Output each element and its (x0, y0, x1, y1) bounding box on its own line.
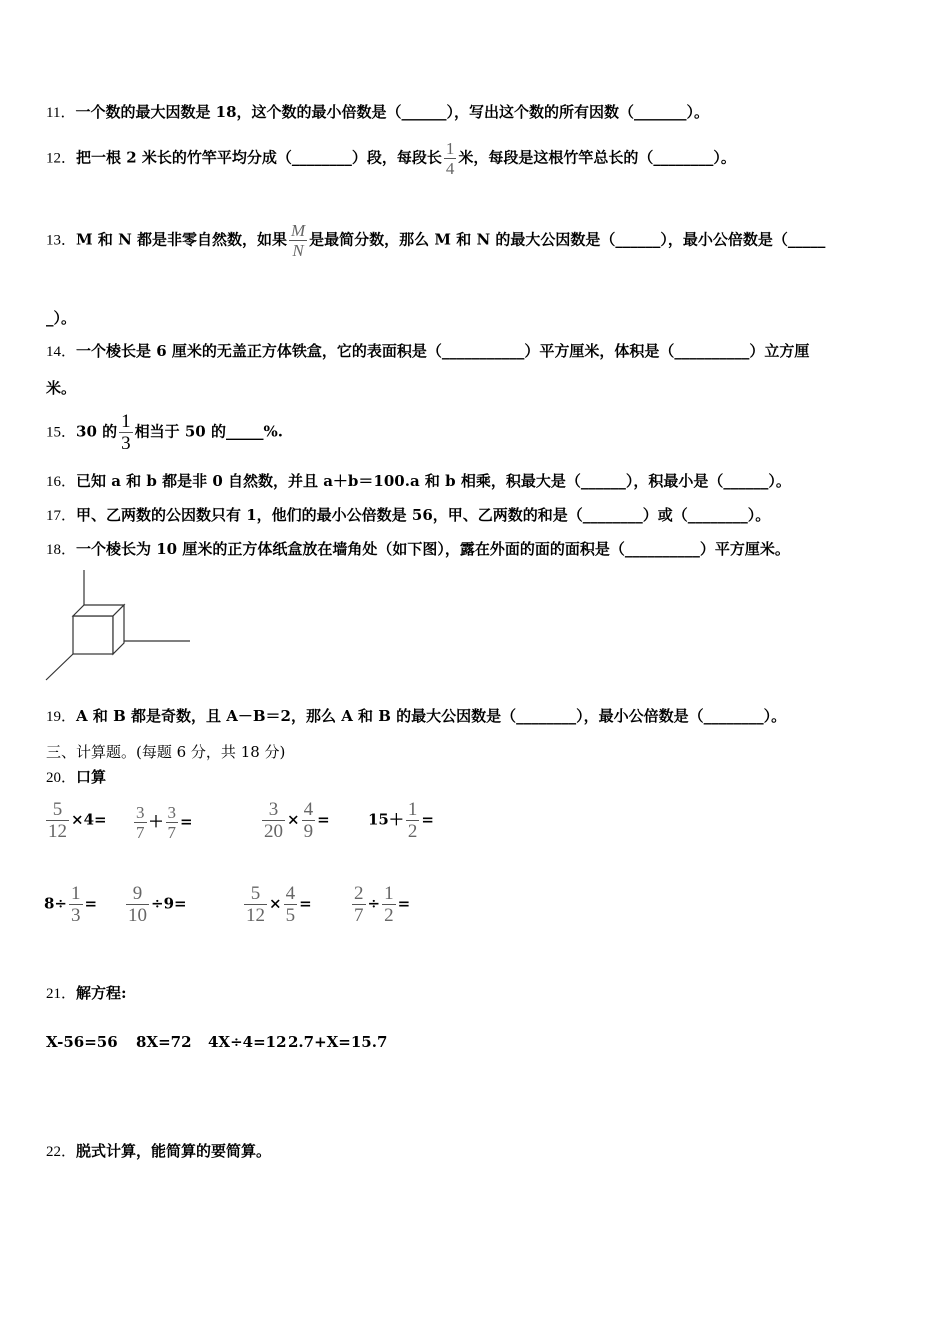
question-14-continued: 米。 (46, 379, 77, 397)
question-number: 18． (46, 542, 77, 558)
cube-front-face (73, 616, 113, 654)
fraction: $\frac{4}{5}$ (285, 883, 296, 926)
oral-calc-expression: 8÷ $\frac{1}{3}$ = (44, 883, 98, 926)
question-number: 14． (46, 344, 77, 360)
question-22 (46, 1141, 271, 1162)
question-14 (46, 341, 809, 362)
equation: 8X=72 (136, 1033, 192, 1051)
fraction: $\frac{1}{2}$ (407, 799, 418, 842)
equation: 2.7+X=15.7 (288, 1033, 388, 1051)
oral-calc-expression: $\frac{9}{10}$ ÷9= (128, 883, 187, 926)
question-number: 13． (46, 232, 77, 249)
oral-calc-expression: $\frac{5}{12}$ × $\frac{4}{5}$ = (246, 883, 312, 926)
question-20 (46, 767, 106, 788)
question-title: 脱式计算，能简算的要简算。 (76, 1142, 272, 1160)
question-text: 把一根 2 米长的竹竿平均分成（________）段，每段长 (76, 148, 442, 167)
question-number: 15． (46, 424, 77, 441)
fraction: $\frac{1}{3}$ (121, 411, 131, 454)
equation: X-56=56 (46, 1033, 118, 1051)
question-text: 已知 a 和 b 都是非 0 自然数，并且 a＋b＝100.a 和 b 相乘，积最大是（______），积最小是（______）。 (76, 472, 791, 490)
oral-calc-expression: $\frac{3}{7}$ ＋ $\frac{3}{7}$ = (136, 803, 193, 842)
question-text-2: 是最简分数，那么 M 和 N 的最大公因数是（______），最小公倍数是（_____ (309, 230, 826, 249)
oral-calc-expression: 15＋ $\frac{1}{2}$ = (368, 799, 434, 842)
question-text: 一个棱长为 10 厘米的正方体纸盒放在墙角处（如下图），露在外面的面的面积是（__________）平方厘米。 (76, 540, 790, 558)
question-number: 17． (46, 508, 77, 524)
question-18 (46, 539, 790, 560)
question-text: 一个棱长是 6 厘米的无盖正方体铁盒，它的表面积是（___________）平方厘米，体积是（__________）立方厘 (76, 342, 810, 360)
oral-calc-expression: $\frac{3}{20}$ × $\frac{4}{9}$ = (264, 799, 330, 842)
question-number: 21． (46, 986, 77, 1002)
question-text: A 和 B 都是奇数，且 A－B＝2，那么 A 和 B 的最大公因数是（________），最小公倍数是（________）。 (76, 707, 787, 725)
fraction: $\frac{M}{N}$ (291, 221, 306, 260)
question-number: 12． (46, 150, 77, 167)
floor-edge-diagonal (46, 654, 73, 680)
question-11 (46, 102, 709, 123)
question-text: 甲、乙两数的公因数只有 1，他们的最小公倍数是 56，甲、乙两数的和是（________）或（________）。 (76, 506, 771, 524)
fraction: $\frac{4}{9}$ (303, 799, 314, 842)
question-text-2: 米，每段是这根竹竿总长的（________）。 (458, 148, 736, 167)
question-number: 11． (46, 105, 76, 121)
question-21 (46, 983, 127, 1004)
question-text-2: 相当于 50 的_____%. (134, 422, 283, 441)
question-number: 22． (46, 1144, 77, 1160)
fraction: $\frac{1}{4}$ (445, 139, 455, 178)
fraction: $\frac{5}{12}$ (48, 799, 67, 842)
question-15 (46, 412, 283, 453)
question-text: 30 的 (76, 422, 118, 441)
oral-calc-expression: $\frac{5}{12}$ ×4= (48, 799, 107, 842)
question-number: 19． (46, 709, 77, 725)
question-text: 一个数的最大因数是 18，这个数的最小倍数是（______），写出这个数的所有因数（_______）。 (75, 103, 710, 121)
question-number: 20． (46, 770, 77, 786)
question-19 (46, 706, 786, 727)
question-12 (46, 140, 736, 177)
question-title: 解方程: (76, 984, 127, 1002)
question-13 (46, 222, 825, 259)
section-heading: 三、计算题。(每题 6 分，共 18 分) (46, 743, 286, 761)
question-13-continued: _）。 (46, 309, 77, 327)
fraction: $\frac{3}{7}$ (136, 803, 145, 842)
fraction: $\frac{1}{3}$ (71, 883, 81, 926)
fraction: $\frac{3}{20}$ (264, 799, 283, 842)
cube-corner-figure (40, 568, 195, 683)
equation: 4X÷4=12 (208, 1033, 287, 1051)
fraction: $\frac{1}{2}$ (384, 883, 394, 926)
question-title: 口算 (76, 768, 107, 786)
oral-calc-expression: $\frac{2}{7}$ ÷ $\frac{1}{2}$ = (354, 883, 411, 926)
question-17 (46, 505, 770, 526)
fraction: $\frac{2}{7}$ (354, 883, 364, 926)
fraction: $\frac{9}{10}$ (128, 883, 147, 926)
fraction: $\frac{5}{12}$ (246, 883, 265, 926)
question-text: M 和 N 都是非零自然数，如果 (76, 230, 287, 249)
question-16 (46, 471, 791, 492)
fraction: $\frac{3}{7}$ (167, 803, 177, 842)
question-number: 16． (46, 474, 77, 490)
